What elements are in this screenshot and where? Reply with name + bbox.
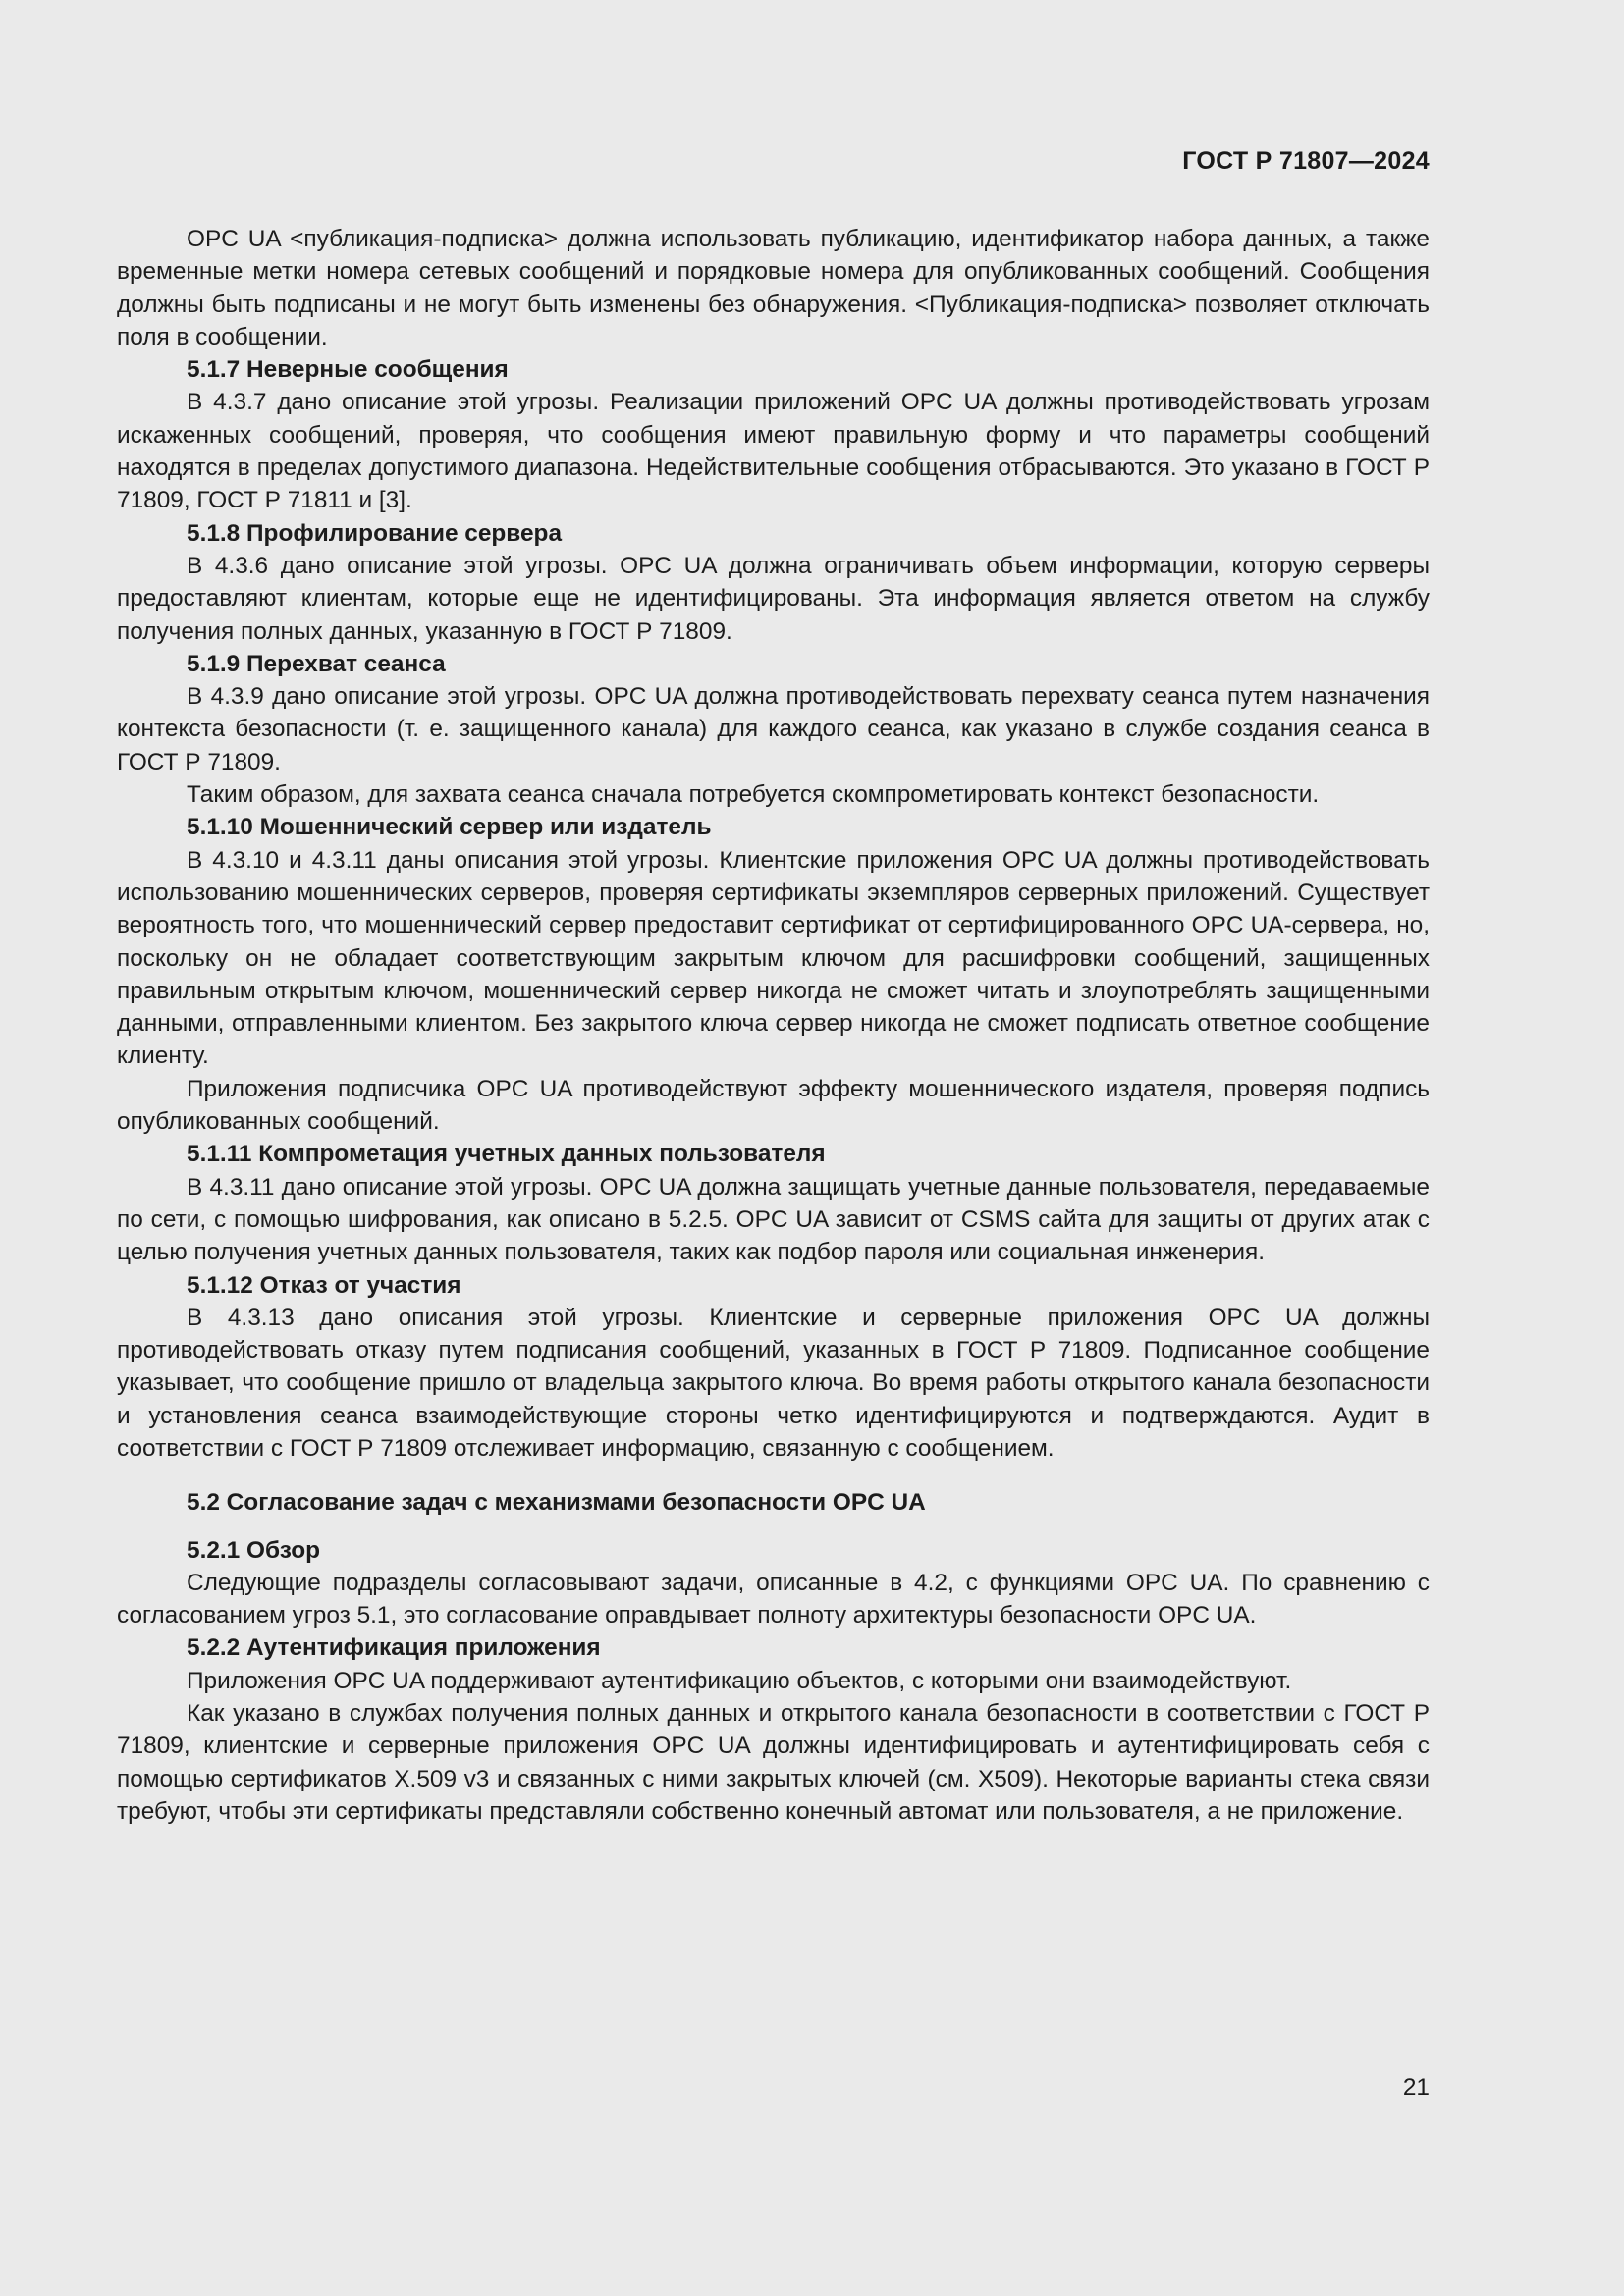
heading-5-2: 5.2 Согласование задач с механизмами безопасности OPC UA	[187, 1489, 926, 1517]
heading-5-2-1: 5.2.1 Обзор	[187, 1536, 321, 1564]
heading-5-1-8: 5.1.8 Профилирование сервера	[187, 519, 563, 547]
paragraph-5-2-1: Следующие подразделы согласовывают задачи, описанные в 4.2, с функциями OPC UA. По сравнению с согласованием угроз 5.1, это согласование оправдывает полноту архитектуры безопасности OPC UA.	[117, 1569, 1430, 1629]
paragraph-5-1-11: В 4.3.11 дано описание этой угрозы. OPC UA должна защищать учетные данные пользователя, передаваемые по сети, с помощью шифрования, как описано в 5.2.5. OPC UA зависит от CSMS сайта для защиты от других атак с целью получения учетных данных пользователя, таких как подбор пароля или социальная инженерия.	[117, 1173, 1430, 1266]
paragraph-5-1-10-a: В 4.3.10 и 4.3.11 даны описания этой угрозы. Клиентские приложения OPC UA должны противодействовать использованию мошеннических серверов, проверяя сертификаты экземпляров серверных приложений. Существует вероятность того, что мошеннический сервер предоставит сертификат от сертифицированного OPC UA-сервера, но, поскольку он не обладает соответствующим закрытым ключом для расшифровки сообщений, защищенных правильным открытым ключом, мошеннический сервер никогда не сможет читать и злоупотреблять защищенными данными, отправленными клиентом. Без закрытого ключа сервер никогда не сможет подписать ответное сообщение клиенту.	[117, 846, 1430, 1070]
paragraph-5-2-2-b: Как указано в службах получения полных данных и открытого канала безопасности в соответствии с ГОСТ Р 71809, клиентские и серверные приложения OPC UA должны идентифицировать и аутентифицировать себя с помощью сертификатов X.509 v3 и связанных с ними закрытых ключей (см. X509). Некоторые варианты стека связи требуют, чтобы эти сертификаты представляли собственно конечный автомат или пользователя, а не приложение.	[117, 1700, 1430, 1825]
paragraph-intro: OPC UA <публикация-подписка> должна использовать публикацию, идентификатор набора данных, а также временные метки номера сетевых сообщений и порядковые номера для опубликованных сообщений. Сообщения должны быть подписаны и не могут быть изменены без обнаружения. <Публикация-подписка> позволяет отключать поля в сообщении.	[117, 226, 1430, 350]
paragraph-5-1-12: В 4.3.13 дано описания этой угрозы. Клиентские и серверные приложения OPC UA должны противодействовать отказу путем подписания сообщений, указанных в ГОСТ Р 71809. Подписанное сообщение указывает, что сообщение пришло от владельца закрытого ключа. Во время работы открытого канала безопасности и установления сеанса взаимодействующие стороны четко идентифицируются и подтверждаются. Аудит в соответствии с ГОСТ Р 71809 отслеживает информацию, связанную с сообщением.	[117, 1304, 1430, 1462]
heading-5-2-2: 5.2.2 Аутентификация приложения	[187, 1634, 601, 1662]
heading-5-1-10: 5.1.10 Мошеннический сервер или издатель	[187, 814, 712, 841]
heading-5-1-9: 5.1.9 Перехват сеанса	[187, 650, 446, 677]
paragraph-5-1-8: В 4.3.6 дано описание этой угрозы. OPC UA должна ограничивать объем информации, которую серверы предоставляют клиентам, которые еще не идентифицированы. Эта информация является ответом на службу получения полных данных, указанную в ГОСТ Р 71809.	[117, 552, 1430, 645]
paragraph-5-1-7: В 4.3.7 дано описание этой угрозы. Реализации приложений OPC UA должны противодействовать угрозам искаженных сообщений, проверяя, что сообщения имеют правильную форму и что параметры сообщений находятся в пределах допустимого диапазона. Недействительные сообщения отбрасываются. Это указано в ГОСТ Р 71809, ГОСТ Р 71811 и [3].	[117, 389, 1430, 514]
paragraph-5-1-10-b: Приложения подписчика OPC UA противодействуют эффекту мошеннического издателя, проверяя подпись опубликованных сообщений.	[117, 1075, 1430, 1136]
paragraph-5-1-9-b: Таким образом, для захвата сеанса сначала потребуется скомпрометировать контекст безопасности.	[187, 781, 1320, 809]
heading-5-1-11: 5.1.11 Компрометация учетных данных пользователя	[187, 1141, 826, 1168]
document-header-id: ГОСТ Р 71807—2024	[1182, 147, 1430, 175]
paragraph-5-1-9-a: В 4.3.9 дано описание этой угрозы. OPC UA должна противодействовать перехвату сеанса путем назначения контекста безопасности (т. е. защищенного канала) для каждого сеанса, как указано в службе создания сеанса в ГОСТ Р 71809.	[117, 683, 1430, 775]
page-number: 21	[1402, 2074, 1430, 2101]
paragraph-5-2-2-a: Приложения OPC UA поддерживают аутентификацию объектов, с которыми они взаимодействуют.	[187, 1667, 1292, 1694]
heading-5-1-12: 5.1.12 Отказ от участия	[187, 1271, 461, 1299]
heading-5-1-7: 5.1.7 Неверные сообщения	[187, 356, 509, 384]
document-body	[117, 223, 1430, 1828]
